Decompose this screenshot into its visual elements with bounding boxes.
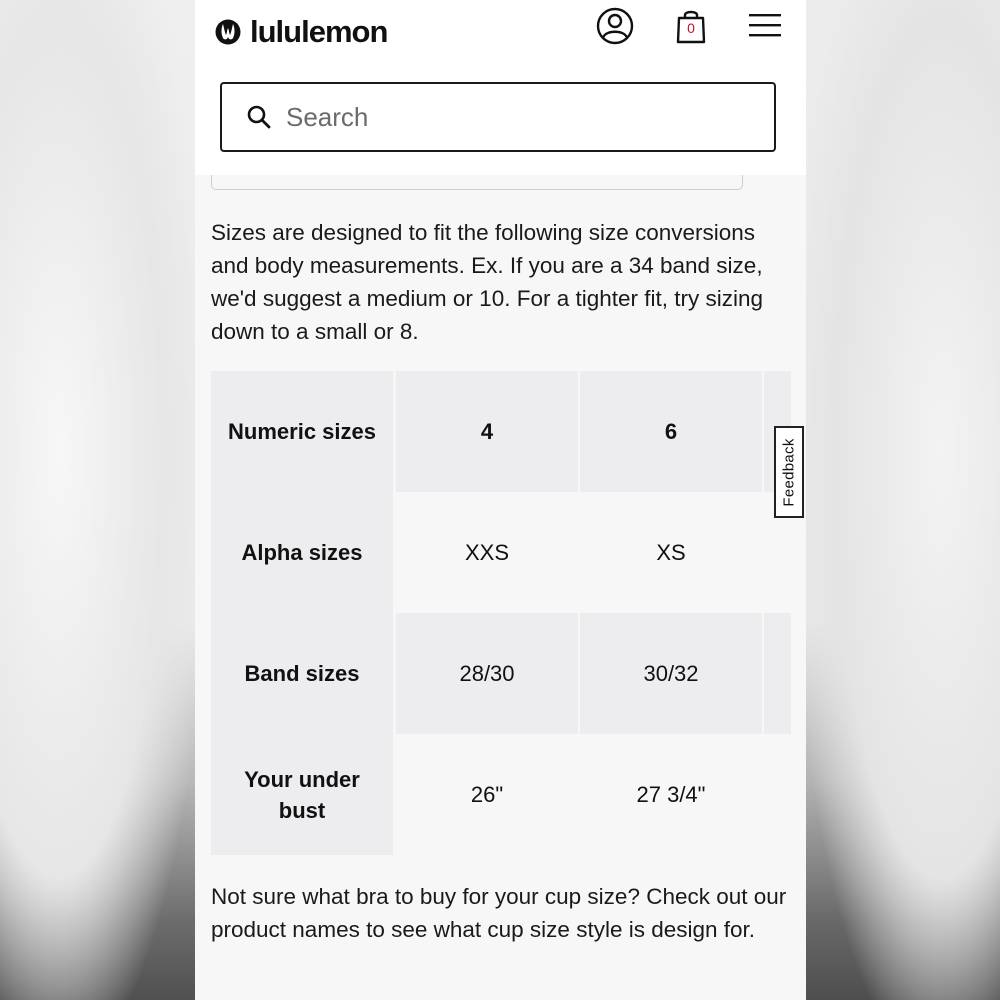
row-header: Alpha sizes xyxy=(211,492,393,613)
search-icon xyxy=(246,104,272,130)
feedback-label: Feedback xyxy=(780,437,798,507)
site-header xyxy=(195,0,806,175)
table-row xyxy=(211,371,791,492)
account-button[interactable] xyxy=(595,6,635,46)
table-cell: 30/32 xyxy=(580,613,762,734)
row-header: Your under bust xyxy=(211,734,393,855)
photo-background-left xyxy=(0,0,195,1000)
lululemon-logo-icon xyxy=(215,19,241,45)
table-cell: 27 3/4" xyxy=(580,734,762,855)
bag-count-badge: 0 xyxy=(687,20,695,36)
cup-size-help-text: Not sure what bra to buy for your cup size? Check out our product names to see what cup size style is design for. xyxy=(211,884,787,942)
row-header: Numeric sizes xyxy=(211,371,393,492)
size-chart-table xyxy=(211,371,791,856)
brand-logo[interactable] xyxy=(215,14,387,50)
phone-screen xyxy=(195,0,806,1000)
previous-section-box xyxy=(211,175,743,190)
table-cell: 26" xyxy=(396,734,578,855)
account-icon xyxy=(595,6,635,46)
feedback-tab[interactable] xyxy=(774,426,804,518)
table-cell: 6 xyxy=(580,371,762,492)
search-bar[interactable] xyxy=(220,82,776,152)
search-input[interactable] xyxy=(284,101,748,134)
table-cell xyxy=(764,613,791,734)
size-intro-text: Sizes are designed to fit the following size conversions and body measurements. Ex. If you are a 34 band size, we'd suggest a medium or 10. For a tighter fit, try sizing down to a small or 8. xyxy=(211,220,764,344)
table-row xyxy=(211,492,791,613)
table-cell: XXS xyxy=(396,492,578,613)
table-row xyxy=(211,734,791,855)
menu-button[interactable] xyxy=(745,8,785,48)
row-header: Band sizes xyxy=(211,613,393,734)
brand-name: lululemon xyxy=(250,14,388,49)
table-row xyxy=(211,613,791,734)
shopping-bag-button[interactable] xyxy=(671,6,711,46)
photo-background-right xyxy=(806,0,1000,1000)
table-cell xyxy=(764,734,791,855)
hamburger-menu-icon xyxy=(745,8,785,44)
table-cell: 28/30 xyxy=(396,613,578,734)
table-cell: 4 xyxy=(396,371,578,492)
table-cell: XS xyxy=(580,492,762,613)
